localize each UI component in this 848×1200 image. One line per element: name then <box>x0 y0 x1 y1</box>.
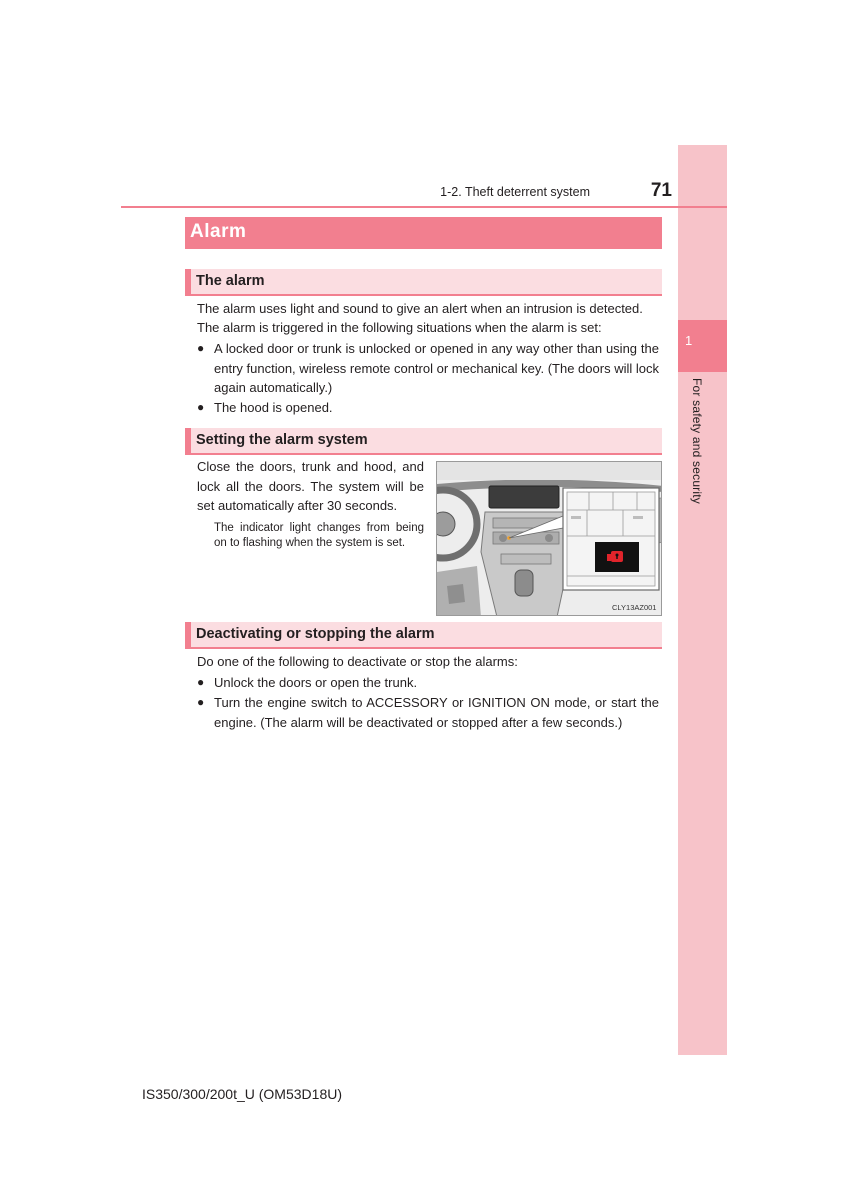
chapter-label: For safety and security <box>690 378 704 504</box>
bullet-dot: ● <box>197 400 205 414</box>
chapter-side-tab <box>678 145 727 1055</box>
alarm-trigger-1: A locked door or trunk is unlocked or opened in any way other than using the entry function, wireless remote control or mechanical key. (The doors will lock again automatically.) <box>214 341 659 395</box>
header-rule <box>121 206 727 208</box>
deactivate-option-1: Unlock the doors or open the trunk. <box>214 675 418 690</box>
bullet-dot: ● <box>197 695 205 709</box>
heading-text: Setting the alarm system <box>196 432 368 448</box>
deactivate-option-2: Turn the engine switch to ACCESSORY or IGNITION ON mode, or start the engine. (The alarm will be deactivated or stopped after a few seconds.) <box>214 695 659 730</box>
page-title: Alarm <box>190 221 247 242</box>
heading-the-alarm <box>185 269 662 296</box>
heading-text: The alarm <box>196 273 265 289</box>
alarm-description-1: The alarm uses light and sound to give an alert when an intrusion is detected. <box>197 301 643 316</box>
chapter-number: 1 <box>685 333 693 348</box>
dashboard-illustration <box>436 461 662 616</box>
alarm-description-2: The alarm is triggered in the following situations when the alarm is set: <box>197 320 602 335</box>
alarm-trigger-2: The hood is opened. <box>214 400 333 415</box>
setting-instructions: Close the doors, trunk and hood, and lock all the doors. The system will be set automatically after 30 seconds. <box>197 459 424 513</box>
heading-deactivating-alarm <box>185 622 662 649</box>
running-header-section: 1-2. Theft deterrent system <box>440 185 590 199</box>
title-bar <box>185 217 662 249</box>
indicator-note: The indicator light changes from being on to flashing when the system is set. <box>214 522 424 549</box>
bullet-dot: ● <box>197 675 205 689</box>
page-number: 71 <box>650 180 672 201</box>
heading-text: Deactivating or stopping the alarm <box>196 626 435 642</box>
dashboard-drawing <box>437 462 662 616</box>
illustration-code: CLY13AZ001 <box>612 603 657 612</box>
footer-model-code: IS350/300/200t_U (OM53D18U) <box>142 1086 342 1102</box>
heading-setting-alarm <box>185 428 662 455</box>
deactivate-intro: Do one of the following to deactivate or stop the alarms: <box>197 654 518 669</box>
bullet-dot: ● <box>197 341 205 355</box>
